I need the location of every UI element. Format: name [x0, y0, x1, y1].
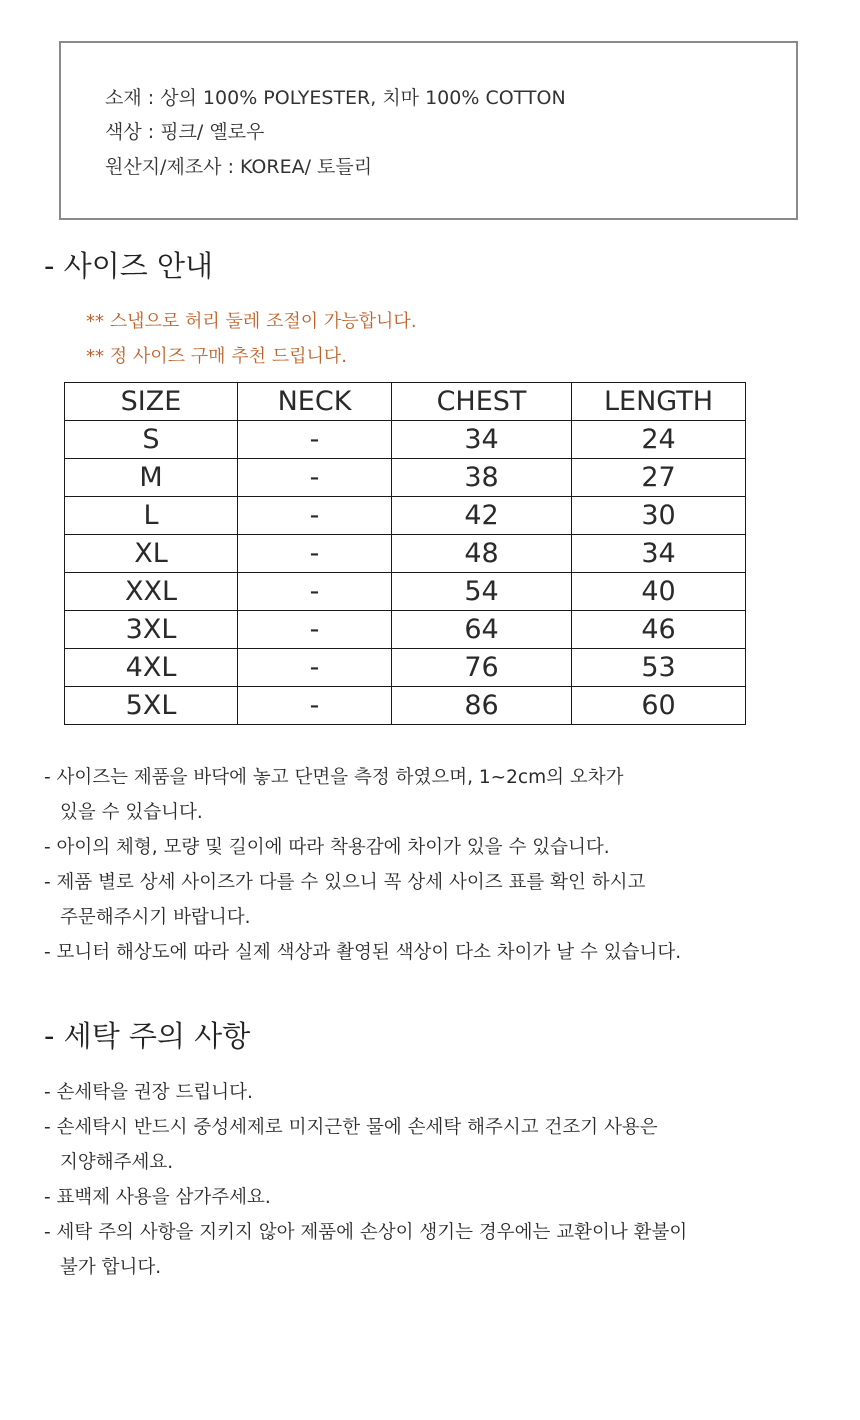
cell-neck: - — [238, 649, 392, 687]
cell-length: 27 — [572, 459, 746, 497]
cell-size: 4XL — [65, 649, 238, 687]
washing-line-refund-cont: 불가 합니다. — [60, 1257, 162, 1278]
origin-text: 원산지/제조사 : KOREA/ 토들리 — [105, 156, 373, 178]
table-row — [65, 459, 746, 497]
cell-neck: - — [238, 535, 392, 573]
header-chest: CHEST — [392, 383, 572, 421]
size-note-snap: ** 스냅으로 허리 둘레 조절이 가능합니다. — [86, 311, 417, 332]
cell-neck: - — [238, 687, 392, 725]
washing-title: - 세탁 주의 사항 — [44, 1019, 251, 1053]
washing-line-bleach: - 표백제 사용을 삼가주세요. — [44, 1187, 271, 1208]
cell-chest: 86 — [392, 687, 572, 725]
size-guide-title: - 사이즈 안내 — [44, 249, 213, 283]
washing-line-detergent: - 손세탁시 반드시 중성세제로 미지근한 물에 손세탁 해주시고 건조기 사용은 — [44, 1117, 658, 1138]
cell-neck: - — [238, 421, 392, 459]
cell-size: XXL — [65, 573, 238, 611]
cell-neck: - — [238, 497, 392, 535]
cell-length: 60 — [572, 687, 746, 725]
washing-line-detergent-cont: 지양해주세요. — [60, 1152, 174, 1173]
cell-chest: 76 — [392, 649, 572, 687]
cell-length: 34 — [572, 535, 746, 573]
material-text: 소재 : 상의 100% POLYESTER, 치마 100% COTTON — [105, 87, 566, 109]
size-note-measure-cont: 있을 수 있습니다. — [60, 802, 203, 823]
cell-length: 24 — [572, 421, 746, 459]
size-note-monitor: - 모니터 해상도에 따라 실제 색상과 촬영된 색상이 다소 차이가 날 수 있습니다. — [44, 942, 682, 963]
cell-size: 5XL — [65, 687, 238, 725]
header-neck: NECK — [238, 383, 392, 421]
cell-neck: - — [238, 611, 392, 649]
cell-size: L — [65, 497, 238, 535]
washing-line-refund: - 세탁 주의 사항을 지키지 않아 제품에 손상이 생기는 경우에는 교환이나 환불이 — [44, 1222, 688, 1243]
size-note-measure: - 사이즈는 제품을 바닥에 놓고 단면을 측정 하였으며, 1~2cm의 오차가 — [44, 767, 624, 788]
product-info-box — [59, 41, 798, 220]
color-text: 색상 : 핑크/ 옐로우 — [105, 121, 265, 143]
table-row — [65, 421, 746, 459]
size-note-check-cont: 주문해주시기 바랍니다. — [60, 907, 251, 928]
cell-length: 30 — [572, 497, 746, 535]
size-note-check: - 제품 별로 상세 사이즈가 다를 수 있으니 꼭 상세 사이즈 표를 확인 하시고 — [44, 872, 646, 893]
header-size: SIZE — [65, 383, 238, 421]
table-row — [65, 497, 746, 535]
cell-length: 40 — [572, 573, 746, 611]
cell-chest: 64 — [392, 611, 572, 649]
size-note-recommend: ** 정 사이즈 구매 추천 드립니다. — [86, 346, 347, 367]
cell-size: M — [65, 459, 238, 497]
size-table-header-row — [65, 383, 746, 421]
table-row — [65, 573, 746, 611]
cell-chest: 42 — [392, 497, 572, 535]
cell-chest: 34 — [392, 421, 572, 459]
cell-size: XL — [65, 535, 238, 573]
cell-size: S — [65, 421, 238, 459]
cell-length: 46 — [572, 611, 746, 649]
cell-chest: 48 — [392, 535, 572, 573]
cell-chest: 54 — [392, 573, 572, 611]
size-note-fit: - 아이의 체형, 모량 및 길이에 따라 착용감에 차이가 있을 수 있습니다. — [44, 837, 610, 858]
washing-line-handwash: - 손세탁을 권장 드립니다. — [44, 1082, 253, 1103]
cell-neck: - — [238, 459, 392, 497]
cell-chest: 38 — [392, 459, 572, 497]
table-row — [65, 649, 746, 687]
cell-neck: - — [238, 573, 392, 611]
table-row — [65, 535, 746, 573]
cell-size: 3XL — [65, 611, 238, 649]
table-row — [65, 687, 746, 725]
table-row — [65, 611, 746, 649]
header-length: LENGTH — [572, 383, 746, 421]
size-table — [64, 382, 746, 725]
cell-length: 53 — [572, 649, 746, 687]
